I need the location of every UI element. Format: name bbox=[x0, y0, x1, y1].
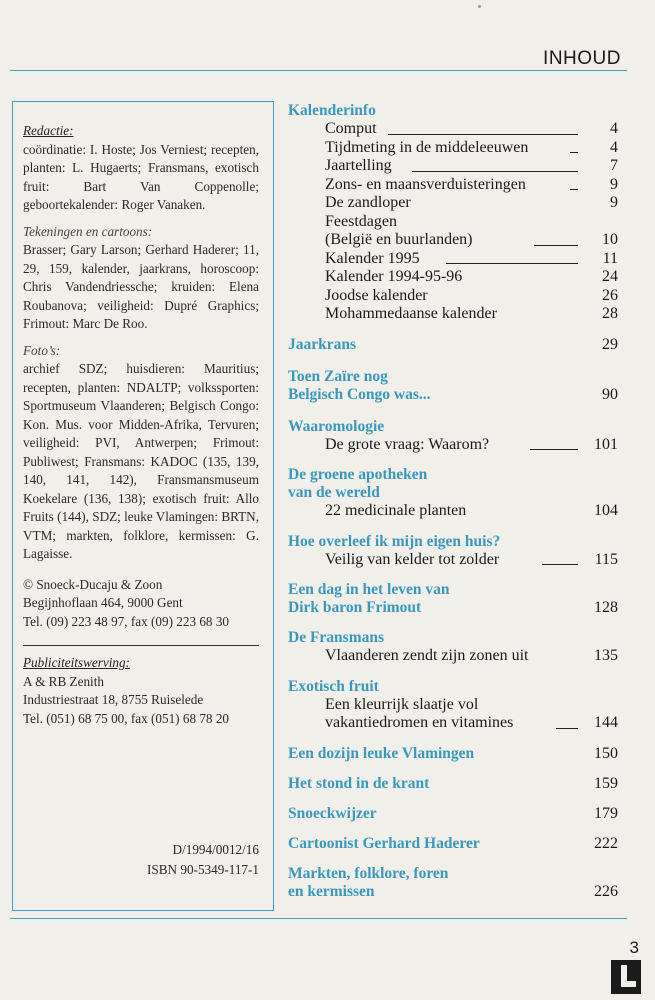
toc-section-title: Jaarkrans bbox=[288, 335, 357, 353]
toc-entry: Zons- en maansverduisteringen 9 bbox=[325, 175, 618, 193]
toc-section-title: Een dozijn leuke Vlamingen bbox=[288, 744, 475, 762]
toc-section-jaarkrans bbox=[288, 336, 618, 354]
tekeningen-text: Brasser; Gary Larson; Gerhard Haderer; 11, 29, 159, kalender, jaarkrans, horoscoop: Chris Vandendriessche; kruiden: Elena Roubanova; veiligheid: Dupré Graphics; Frimout: Marc De Roo. bbox=[23, 242, 259, 331]
toc-section-waaromologie bbox=[288, 418, 618, 455]
page-title: INHOUD bbox=[543, 48, 621, 69]
toc-entry: Tijdmeting in de middeleeuwen 4 bbox=[325, 138, 618, 156]
toc-section-snoeckwijzer bbox=[288, 805, 618, 823]
toc-section-frimout bbox=[288, 581, 618, 617]
toc-section-title: Snoeckwijzer bbox=[288, 804, 377, 822]
toc-section-title: Waaromologie bbox=[288, 417, 385, 435]
toc-entry: Veilig van kelder tot zolder 115 bbox=[325, 550, 618, 568]
toc-section-markten bbox=[288, 865, 618, 901]
toc-section-title: Markten, folklore, foren bbox=[288, 864, 449, 882]
toc-entry: vakantiedromen en vitamines 144 bbox=[325, 714, 618, 731]
toc-section-title: Cartoonist Gerhard Haderer bbox=[288, 834, 480, 852]
publiciteit-heading: Publiciteitswerving: bbox=[23, 655, 130, 670]
toc-page-number: 90 bbox=[602, 385, 618, 403]
toc-entry: 22 medicinale planten 104 bbox=[325, 502, 618, 519]
redactie-heading: Redactie: bbox=[23, 123, 74, 138]
toc-entry: Feestdagen bbox=[325, 212, 397, 230]
toc-page-number: 29 bbox=[602, 335, 618, 353]
toc-section-title: De groene apotheken bbox=[288, 466, 428, 483]
toc-entry: Vlaanderen zendt zijn zonen uit 135 bbox=[325, 647, 618, 664]
toc-section-krant bbox=[288, 775, 618, 793]
depot-number: D/1994/0012/16 bbox=[172, 842, 259, 857]
publisher-phone: Tel. (09) 223 48 97, fax (09) 223 68 30 bbox=[23, 613, 230, 629]
snoeck-logo-icon bbox=[611, 960, 641, 994]
toc-entry: Comput 4 bbox=[325, 120, 618, 137]
toc-section-title: Exotisch fruit bbox=[288, 677, 379, 695]
toc-section-kalenderinfo bbox=[288, 102, 618, 324]
toc-entry: Kalender 1994-95-96 24 bbox=[325, 268, 618, 285]
toc-page-number: 150 bbox=[594, 744, 618, 762]
redactie-text: coördinatie: I. Hoste; Jos Verniest; recepten, planten: L. Hugaerts; Fransmans, exotisch fruit: Bart Van Coppenolle; geboortekalender: Roger Vanaken. bbox=[23, 141, 259, 212]
fotos-heading: Foto’s: bbox=[23, 342, 61, 358]
toc-entry: Jaartelling 7 bbox=[325, 157, 618, 174]
toc-page-number: 226 bbox=[594, 882, 618, 900]
publisher-address: Begijnhoflaan 464, 9000 Gent bbox=[23, 595, 183, 610]
copyright-line: © Snoeck-Ducaju & Zoon bbox=[23, 576, 163, 592]
fotos-text: archief SDZ; huisdieren: Mauritius; recepten, planten: NDALTP; volkssporten: Sportmuseum Vlaanderen; Belgisch Congo: Kon. Mus. voor Midden-Afrika, Tervuren; veiligheid: PVI, Antwerpen; Frimout: Publiwest; Fransmans: KADOC (135, 139, 140, 141, 142), Fransmansmuseum Koekelare (136, 138); exotisch fruit: Allo Fruits (144), SDZ; leuke Vlamingen: BRTN, VTM; markten, folklore, kermissen: G. Lagaisse. bbox=[23, 361, 259, 561]
toc-entry: Joodse kalender 26 bbox=[325, 286, 618, 304]
toc-entry: Een kleurrijk slaatje vol bbox=[325, 695, 479, 713]
toc-entry: De zandloper 9 bbox=[325, 194, 618, 211]
bottom-rule bbox=[10, 918, 627, 919]
speck-mark bbox=[478, 5, 481, 8]
toc-entry: Kalender 1995 11 bbox=[325, 249, 618, 267]
toc-page-number: 222 bbox=[594, 834, 618, 852]
page-number: 3 bbox=[629, 938, 639, 957]
credits-content bbox=[23, 122, 259, 728]
toc-entry: Mohammedaanse kalender 28 bbox=[325, 305, 618, 322]
toc-page-number: 179 bbox=[594, 804, 618, 822]
toc-page-number: 159 bbox=[594, 774, 618, 792]
isbn-block bbox=[23, 840, 259, 880]
publiciteit-company: A & RB Zenith bbox=[23, 673, 104, 689]
toc-section-title: Kalenderinfo bbox=[288, 102, 376, 119]
toc-section-title: van de wereld bbox=[288, 484, 380, 501]
toc-section-title: Het stond in de krant bbox=[288, 774, 430, 792]
toc-section-dozijn bbox=[288, 745, 618, 763]
isbn-number: ISBN 90-5349-117-1 bbox=[147, 862, 259, 877]
toc-section-title: Dirk baron Frimout bbox=[288, 599, 422, 616]
toc-section-title: Hoe overleef ik mijn eigen huis? bbox=[288, 532, 501, 550]
publiciteit-phone: Tel. (051) 68 75 00, fax (051) 68 78 20 bbox=[23, 710, 230, 726]
toc-section-fransmans bbox=[288, 629, 618, 666]
toc-entry: De grote vraag: Waarom? 101 bbox=[325, 435, 618, 453]
toc-section-title: en kermissen bbox=[288, 882, 375, 900]
toc-page-number: 128 bbox=[594, 599, 618, 616]
toc-section-title: Een dag in het leven van bbox=[288, 581, 450, 598]
credits-divider bbox=[23, 645, 259, 646]
table-of-contents bbox=[288, 102, 618, 901]
toc-section-haderer bbox=[288, 835, 618, 853]
tekeningen-heading: Tekeningen en cartoons: bbox=[23, 223, 153, 239]
toc-section-eigen-huis bbox=[288, 533, 618, 570]
toc-section-exotisch-fruit bbox=[288, 678, 618, 733]
toc-section-title: De Fransmans bbox=[288, 629, 385, 646]
publiciteit-address: Industriestraat 18, 8755 Ruiselede bbox=[23, 692, 204, 707]
toc-section-title: Toen Zaïre nog bbox=[288, 367, 388, 385]
toc-entry: (België en buurlanden) 10 bbox=[325, 231, 618, 248]
top-rule bbox=[10, 70, 627, 71]
toc-section-apotheken bbox=[288, 466, 618, 521]
credits-box bbox=[12, 101, 274, 911]
toc-section-title: Belgisch Congo was... bbox=[288, 385, 431, 403]
toc-section-zaire bbox=[288, 368, 618, 404]
